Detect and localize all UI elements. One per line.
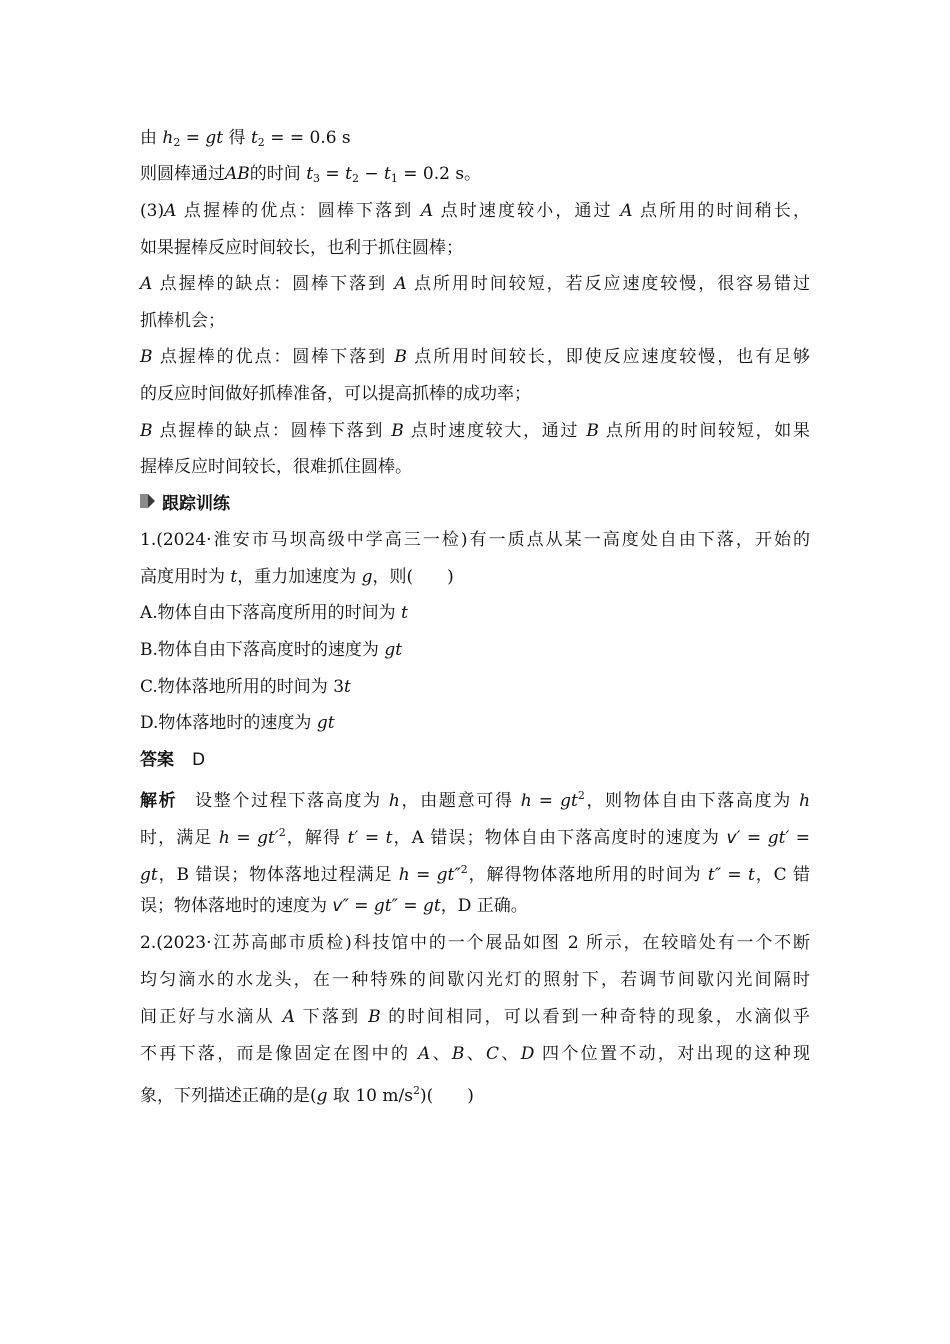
- var-g: g: [316, 1086, 328, 1106]
- text: ，B 错误；物体落地过程满足: [157, 865, 399, 885]
- text: 点握棒的优点：圆棒下落到: [152, 347, 395, 367]
- q1-analysis-line1: [140, 785, 810, 812]
- var-t: t: [385, 828, 393, 848]
- section-marker-icon: [140, 493, 156, 509]
- var-gt: gt′: [767, 828, 790, 848]
- q1-answer: [140, 749, 810, 771]
- text: =: [531, 791, 561, 811]
- var-gt: gt: [205, 128, 224, 148]
- text: 点所用的时间较短，如果: [598, 421, 810, 441]
- var-h: h: [218, 828, 230, 848]
- q1-analysis-line4: [140, 895, 810, 917]
- subscript: 1: [390, 172, 398, 185]
- q2-line4: [140, 1043, 810, 1065]
- text: =: [180, 128, 206, 148]
- var-t: t: [401, 603, 408, 623]
- text: = 0.2 s。: [397, 164, 482, 184]
- text: 点时速度较大，通过: [403, 421, 587, 441]
- q1-analysis-line2: [140, 822, 810, 849]
- text: ，则物体自由下落高度为: [584, 791, 800, 811]
- part3-p3-line1: [140, 346, 810, 368]
- var-A: A: [164, 201, 177, 221]
- text: 间正好与水滴从: [140, 1007, 283, 1027]
- text: 的反应时间做好抓棒准备，可以提高抓棒的成功率；: [140, 384, 531, 404]
- text: 、: [499, 1044, 521, 1064]
- text: 点握棒的缺点：圆棒下落到: [152, 421, 392, 441]
- var-AB: AB: [225, 164, 250, 184]
- var-A: A: [140, 274, 153, 294]
- text: 设整个过程下落高度为: [193, 791, 389, 811]
- q2-line5: [140, 1080, 810, 1107]
- text: ，A 错误；物体自由下落高度时的速度为: [392, 828, 727, 848]
- text: 的时间相同，可以看到一种奇特的现象，水滴似乎: [380, 1007, 811, 1027]
- q2-line1: [140, 932, 810, 954]
- text: 如果握棒反应时间较长，也利于抓住圆棒；: [140, 238, 463, 258]
- answer-label: 答案: [140, 750, 174, 770]
- text: 握棒反应时间较长，很难抓住圆棒。: [140, 457, 412, 477]
- text: 点握棒的缺点：圆棒下落到: [152, 274, 395, 294]
- var-v: v′: [726, 828, 741, 848]
- superscript: 2: [577, 789, 585, 802]
- text: 下落到: [294, 1007, 369, 1027]
- subscript: 2: [351, 172, 359, 185]
- text: 取 10 m/s: [327, 1086, 413, 1106]
- part3-p1-line1: [140, 200, 810, 222]
- q1-option-c: [140, 676, 810, 698]
- superscript: 2: [460, 863, 468, 876]
- text: =: [320, 164, 346, 184]
- var-h: h: [162, 128, 174, 148]
- text: 时，满足: [140, 828, 219, 848]
- text: 得: [223, 128, 251, 148]
- q2-line3: [140, 1006, 810, 1028]
- subscript: 2: [173, 136, 181, 149]
- text: ，则( ): [372, 567, 454, 587]
- analysis-label: 解析: [140, 791, 178, 811]
- text: 象，下列描述正确的是(: [140, 1086, 317, 1106]
- var-v: v″: [332, 896, 349, 916]
- text: A.物体自由下落高度所用的时间为: [140, 603, 402, 623]
- text: −: [358, 164, 384, 184]
- var-gt: gt: [140, 865, 158, 885]
- text: (3): [140, 201, 165, 221]
- part3-p2-line1: [140, 273, 810, 295]
- part3-p4-line2: [140, 456, 810, 478]
- q1-option-a: [140, 602, 810, 624]
- text: 点所用的时间稍长，: [632, 201, 811, 221]
- var-gt: gt: [316, 713, 335, 733]
- text: = = 0.6 s: [264, 128, 351, 148]
- var-B: B: [391, 421, 404, 441]
- text: 点时速度较小，通过: [433, 201, 621, 221]
- var-h: h: [799, 791, 811, 811]
- var-gt: gt: [560, 791, 578, 811]
- text: =: [721, 865, 748, 885]
- part3-p3-line2: [140, 383, 810, 405]
- q1-option-d: [140, 712, 810, 734]
- text: )( ): [419, 1086, 474, 1106]
- text: =: [358, 828, 386, 848]
- var-D: D: [520, 1044, 535, 1064]
- q1-line1: [140, 529, 810, 551]
- text: =: [789, 828, 811, 848]
- text: 1.(2024·淮安市马坝高级中学高三一检)有一质点从某一高度处自由下落，开始的: [140, 530, 810, 550]
- var-A: A: [418, 1044, 431, 1064]
- q1-analysis-line3: [140, 859, 810, 886]
- solution-line-2: [140, 163, 810, 190]
- text: 高度用时为: [140, 567, 231, 587]
- var-h: h: [520, 791, 532, 811]
- var-g: g: [361, 567, 373, 587]
- superscript: 2: [278, 826, 286, 839]
- text: 点所用时间较长，即使反应速度较慢，也有足够: [406, 347, 810, 367]
- var-gt: gt′: [257, 828, 279, 848]
- var-B: B: [586, 421, 599, 441]
- text: 的时间: [249, 164, 307, 184]
- var-t: t: [250, 128, 258, 148]
- q1-line2: [140, 566, 810, 588]
- var-A: A: [282, 1007, 295, 1027]
- subscript: 2: [257, 136, 265, 149]
- var-B: B: [451, 1044, 465, 1064]
- var-t: t: [344, 677, 351, 697]
- text: 均匀滴水的水龙头，在一种特殊的间歇闪光灯的照射下，若调节间歇闪光间隔时: [140, 970, 810, 990]
- var-t: t: [306, 164, 314, 184]
- var-gt: gt″: [436, 865, 461, 885]
- text: 抓棒机会；: [140, 311, 225, 331]
- var-h: h: [388, 791, 400, 811]
- text: =: [397, 896, 424, 916]
- var-t: t: [384, 164, 391, 184]
- var-A: A: [420, 201, 434, 221]
- text: 点握棒的优点：圆棒下落到: [176, 201, 421, 221]
- text: =: [409, 865, 437, 885]
- var-C: C: [486, 1044, 500, 1064]
- var-A: A: [394, 274, 407, 294]
- section-heading-text: 跟踪训练: [162, 493, 230, 514]
- var-gt: gt″: [373, 896, 398, 916]
- text: =: [348, 896, 374, 916]
- text: ，由题意可得: [399, 791, 521, 811]
- text: 不再下落，而是像固定在图中的: [140, 1044, 419, 1064]
- var-h: h: [398, 865, 410, 885]
- superscript: 2: [412, 1084, 420, 1097]
- var-B: B: [368, 1007, 381, 1027]
- text: 点所用时间较短，若反应速度较慢，很容易错过: [406, 274, 811, 294]
- part3-p4-line1: [140, 420, 810, 442]
- text: 由: [140, 128, 163, 148]
- text: ，C 错: [754, 865, 810, 885]
- text: =: [740, 828, 768, 848]
- var-B: B: [140, 421, 153, 441]
- text: B.物体自由下落高度时的速度为: [140, 640, 385, 660]
- text: C.物体落地所用的时间为 3: [140, 677, 345, 697]
- text: ，解得: [285, 828, 348, 848]
- var-t: t″: [707, 865, 722, 885]
- part3-p2-line2: [140, 310, 810, 332]
- text: ，D 正确。: [440, 896, 528, 916]
- text: 、: [464, 1044, 487, 1064]
- var-t: t: [345, 164, 352, 184]
- text: 误；物体落地时的速度为: [140, 896, 333, 916]
- subscript: 3: [313, 172, 321, 185]
- text: D.物体落地时的速度为: [140, 713, 317, 733]
- text: 、: [430, 1044, 452, 1064]
- text: 四个位置不动，对出现的这种现: [534, 1044, 811, 1064]
- solution-line-1: [140, 127, 810, 154]
- section-heading: [140, 489, 230, 513]
- var-gt: gt: [423, 896, 441, 916]
- var-t: t′: [347, 828, 359, 848]
- var-t: t: [747, 865, 755, 885]
- var-B: B: [140, 347, 153, 367]
- text: 2.(2023·江苏高邮市质检)科技馆中的一个展品如图 2 所示，在较暗处有一个不断: [140, 933, 810, 953]
- text: =: [229, 828, 258, 848]
- q2-line2: [140, 969, 810, 991]
- text: 则圆棒通过: [140, 164, 225, 184]
- var-B: B: [394, 347, 407, 367]
- part3-p1-line2: [140, 237, 810, 259]
- text: ，重力加速度为: [237, 567, 362, 587]
- answer-value: D: [192, 750, 206, 770]
- var-gt: gt: [384, 640, 403, 660]
- var-A: A: [620, 201, 633, 221]
- q1-option-b: [140, 639, 810, 661]
- var-t: t: [230, 567, 238, 587]
- text: ，解得物体落地所用的时间为: [467, 865, 708, 885]
